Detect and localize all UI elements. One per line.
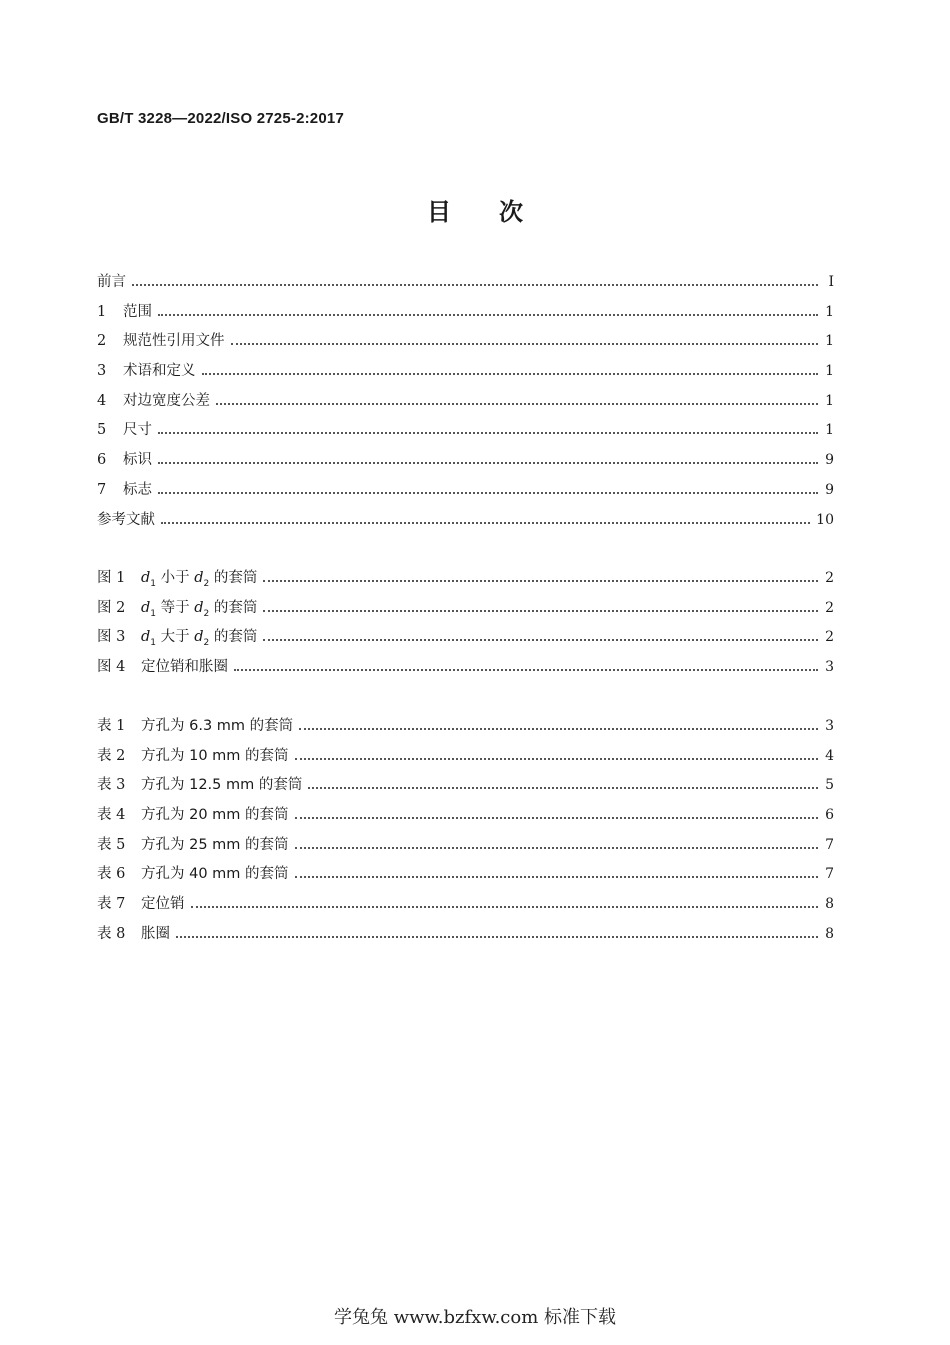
- toc-label: 标志: [123, 481, 152, 498]
- dot-leader: [158, 313, 818, 316]
- toc-label: 方孔为 25 mm 的套筒: [141, 836, 289, 853]
- figure-number: 图 1: [97, 570, 126, 586]
- toc-entry-table-3[interactable]: [97, 773, 834, 803]
- table-number: 表 1: [97, 718, 126, 734]
- toc-label: 方孔为 40 mm 的套筒: [141, 866, 289, 883]
- toc-label: 方孔为 6.3 mm 的套筒: [141, 718, 294, 734]
- toc-page: 8: [825, 925, 834, 942]
- dot-leader: [202, 372, 819, 375]
- toc-number: 1: [97, 303, 107, 320]
- toc-sections: [97, 270, 834, 537]
- toc-label: 范围: [123, 303, 152, 320]
- table-number: 表 6: [97, 866, 126, 883]
- toc-label: 胀圈: [141, 925, 170, 942]
- toc-page: 5: [825, 777, 834, 794]
- standard-code: GB/T 3228—2022/ISO 2725-2:2017: [97, 110, 344, 127]
- toc-label: $d_1$ 等于 $d_2$ 的套筒: [141, 599, 258, 619]
- toc-entry-marking[interactable]: [97, 478, 834, 508]
- toc-page: 8: [825, 896, 834, 913]
- toc-entry-figure-1[interactable]: [97, 566, 834, 596]
- page-title: 目次: [427, 198, 571, 226]
- toc-entry-terms[interactable]: [97, 359, 834, 389]
- toc-page: 7: [825, 836, 834, 853]
- dot-leader: [158, 431, 818, 434]
- toc-tables: [97, 714, 834, 952]
- toc-number: 2: [97, 333, 107, 350]
- toc-page: 6: [825, 807, 834, 824]
- table-number: 表 2: [97, 747, 126, 764]
- toc-label: 术语和定义: [123, 363, 196, 380]
- dot-leader: [176, 935, 818, 938]
- dot-leader: [295, 875, 818, 878]
- dot-leader: [295, 816, 818, 819]
- toc-page: 9: [825, 481, 834, 498]
- toc-page: 2: [825, 629, 834, 646]
- dot-leader: [308, 786, 818, 789]
- toc-page: 2: [825, 599, 834, 616]
- toc-entry-scope[interactable]: [97, 300, 834, 330]
- toc-entry-table-2[interactable]: [97, 744, 834, 774]
- toc-page: Ⅰ: [828, 274, 834, 290]
- toc-label: 前言: [97, 274, 126, 290]
- toc-label: 方孔为 12.5 mm 的套筒: [141, 777, 303, 794]
- dot-leader: [295, 846, 818, 849]
- toc-entry-table-1[interactable]: [97, 714, 834, 744]
- toc-label: $d_1$ 小于 $d_2$ 的套筒: [141, 570, 258, 589]
- table-number: 表 3: [97, 777, 126, 794]
- toc-number: 3: [97, 363, 107, 380]
- dot-leader: [158, 491, 818, 494]
- dot-leader: [132, 283, 818, 286]
- toc-number: 6: [97, 452, 107, 469]
- toc-label: 方孔为 20 mm 的套筒: [141, 807, 289, 824]
- dot-leader: [263, 609, 818, 612]
- dot-leader: [263, 579, 818, 582]
- toc-entry-figure-2[interactable]: [97, 596, 834, 626]
- toc-entry-table-4[interactable]: [97, 803, 834, 833]
- toc-page: 1: [825, 422, 834, 439]
- dot-leader: [299, 727, 818, 730]
- toc-entry-table-7[interactable]: [97, 892, 834, 922]
- toc-page: 3: [825, 659, 834, 676]
- toc-page: 10: [816, 511, 834, 528]
- toc-number: 7: [97, 481, 107, 498]
- toc-entry-tolerance[interactable]: [97, 389, 834, 419]
- toc-page: 7: [825, 866, 834, 883]
- toc-label: $d_1$ 大于 $d_2$ 的套筒: [141, 629, 258, 649]
- toc-page: 1: [825, 333, 834, 350]
- figure-number: 图 3: [97, 629, 126, 646]
- toc-number: 4: [97, 392, 107, 409]
- toc-entry-designation[interactable]: [97, 448, 834, 478]
- toc-entry-foreword[interactable]: [97, 270, 834, 300]
- dot-leader: [234, 668, 818, 671]
- dot-leader: [191, 905, 819, 908]
- toc-page: 1: [825, 392, 834, 409]
- toc-entry-figure-4[interactable]: [97, 655, 834, 685]
- dot-leader: [263, 638, 818, 641]
- dot-leader: [216, 402, 818, 405]
- toc-label: 对边宽度公差: [123, 392, 210, 409]
- toc-page: 1: [825, 363, 834, 380]
- toc-entry-figure-3[interactable]: [97, 625, 834, 655]
- toc-label: 定位销和胀圈: [141, 659, 228, 676]
- table-number: 表 5: [97, 836, 126, 853]
- toc-entry-table-5[interactable]: [97, 833, 834, 863]
- table-number: 表 7: [97, 896, 126, 913]
- toc-page: 3: [825, 718, 834, 734]
- toc-label: 规范性引用文件: [123, 333, 225, 350]
- toc-entry-dimensions[interactable]: [97, 418, 834, 448]
- dot-leader: [158, 461, 818, 464]
- dot-leader: [231, 342, 819, 345]
- toc-number: 5: [97, 422, 107, 439]
- download-site-footer: 学兔兔 www.bzfxw.com 标准下载: [333, 1307, 617, 1328]
- table-number: 表 4: [97, 807, 126, 824]
- toc-figures: [97, 566, 834, 685]
- toc-label: 尺寸: [123, 422, 152, 439]
- toc-page: 2: [825, 570, 834, 586]
- table-number: 表 8: [97, 925, 126, 942]
- toc-label: 定位销: [141, 896, 185, 913]
- toc-label: 参考文献: [97, 511, 155, 528]
- toc-page: 9: [825, 452, 834, 469]
- toc-entry-bibliography[interactable]: [97, 508, 834, 538]
- dot-leader: [161, 521, 810, 524]
- dot-leader: [295, 757, 818, 760]
- figure-number: 图 4: [97, 659, 126, 676]
- toc-entry-normative-references[interactable]: [97, 329, 834, 359]
- figure-number: 图 2: [97, 599, 126, 616]
- toc-label: 标识: [123, 452, 152, 469]
- toc-entry-table-6[interactable]: [97, 862, 834, 892]
- toc-label: 方孔为 10 mm 的套筒: [141, 747, 289, 764]
- toc-entry-table-8[interactable]: [97, 922, 834, 952]
- toc-page: 1: [825, 303, 834, 320]
- toc-page: 4: [825, 747, 834, 764]
